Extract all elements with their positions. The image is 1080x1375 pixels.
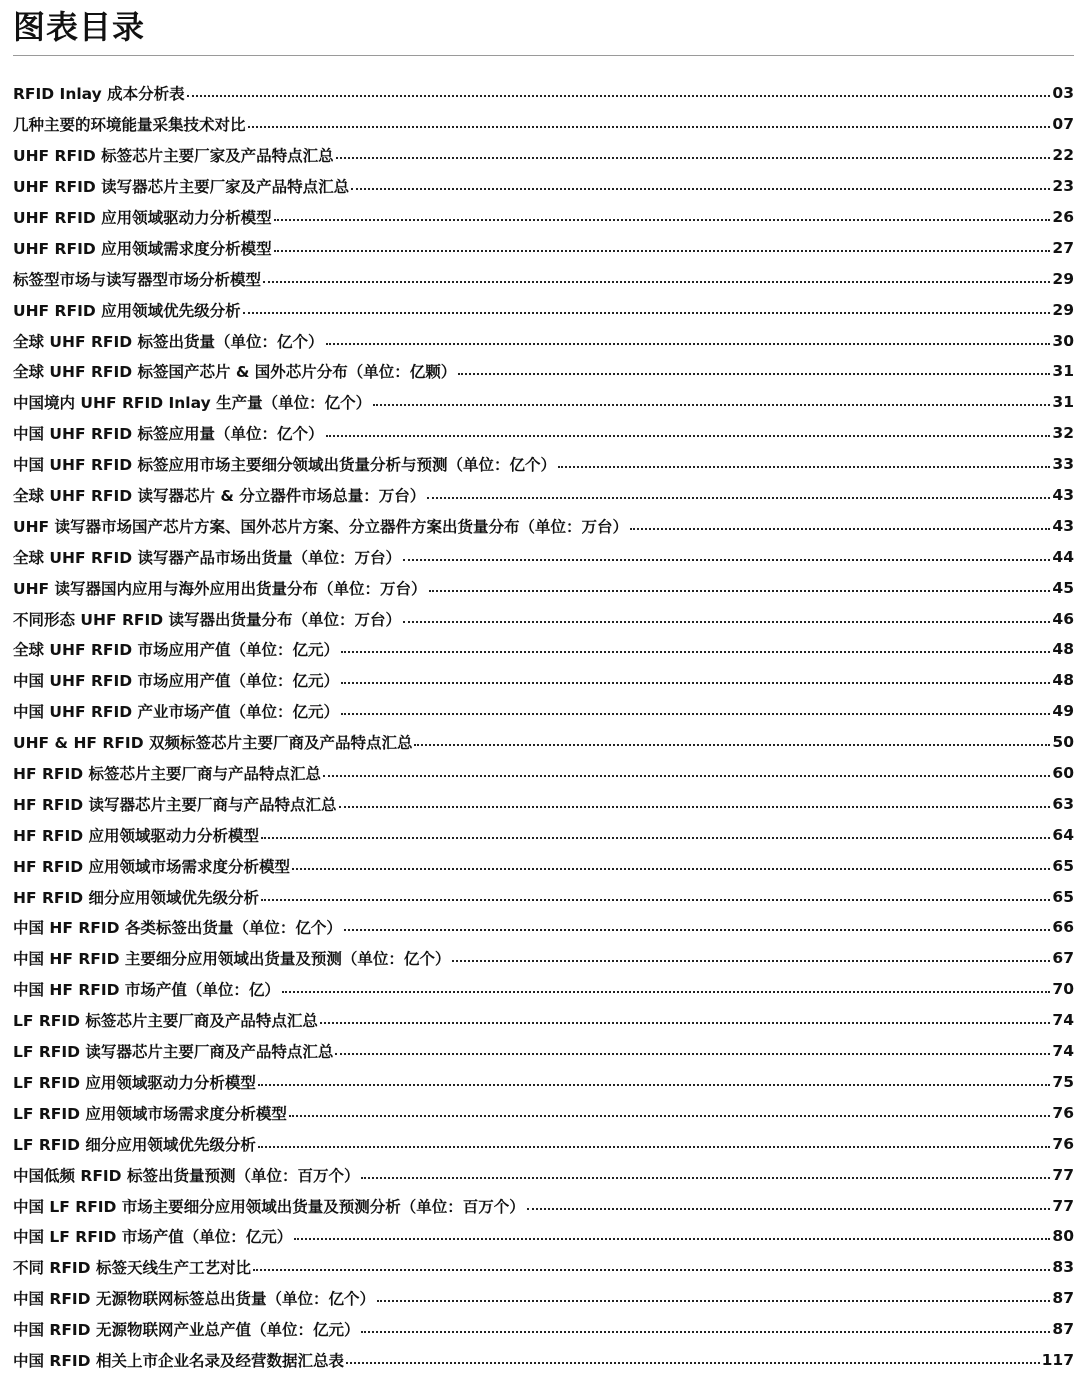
toc-entry-label: 中国 RFID 无源物联网标签总出货量（单位：亿个） <box>13 1290 375 1309</box>
toc-entry-label: UHF & HF RFID 双频标签芯片主要厂商及产品特点汇总 <box>13 734 413 753</box>
toc-entry-page-number: 48 <box>1052 640 1074 659</box>
toc-entry[interactable] <box>13 974 1074 1005</box>
toc-entry-page-number: 07 <box>1052 115 1074 134</box>
toc-entry-page-number: 29 <box>1052 269 1074 288</box>
toc-entry-label: UHF RFID 应用领域优先级分析 <box>13 301 241 320</box>
toc-entry-label: HF RFID 应用领域市场需求度分析模型 <box>13 857 291 876</box>
toc-entry[interactable] <box>13 1128 1074 1159</box>
toc-entry-page-number: 48 <box>1052 671 1074 690</box>
toc-entry-page-number: 49 <box>1052 702 1074 721</box>
toc-page <box>13 0 1074 1370</box>
dot-leader <box>452 960 1050 962</box>
toc-entry-label: 中国 LF RFID 市场主要细分应用领域出货量及预测分析（单位：百万个） <box>13 1197 525 1216</box>
dot-leader <box>263 281 1050 283</box>
toc-entry-page-number: 30 <box>1052 331 1074 350</box>
toc-entry[interactable] <box>13 1314 1074 1345</box>
dot-leader <box>258 1084 1051 1086</box>
toc-entry-label: UHF RFID 标签芯片主要厂家及产品特点汇总 <box>13 147 334 166</box>
toc-entry-page-number: 43 <box>1052 486 1074 505</box>
toc-entry-label: 标签型市场与读写器型市场分析模型 <box>13 270 262 289</box>
toc-entry-label: 中国低频 RFID 标签出货量预测（单位：百万个） <box>13 1166 360 1185</box>
dot-leader <box>527 1208 1051 1210</box>
dot-leader <box>289 1115 1051 1117</box>
toc-entry-label: 中国 HF RFID 主要细分应用领域出货量及预测（单位：亿个） <box>13 950 451 969</box>
toc-entry-page-number: 77 <box>1052 1165 1074 1184</box>
toc-entry-page-number: 44 <box>1052 547 1074 566</box>
toc-entry[interactable] <box>13 1252 1074 1283</box>
dot-leader <box>326 435 1051 437</box>
dot-leader <box>558 466 1050 468</box>
toc-entry-label: 几种主要的环境能量采集技术对比 <box>13 116 246 135</box>
dot-leader <box>373 404 1050 406</box>
toc-entry-label: UHF RFID 读写器芯片主要厂家及产品特点汇总 <box>13 178 350 197</box>
toc-entry[interactable] <box>13 202 1074 233</box>
toc-entry-label: 中国 UHF RFID 产业市场产值（单位：亿元） <box>13 703 339 722</box>
toc-entry-page-number: 87 <box>1052 1289 1074 1308</box>
toc-entry-label: 中国 HF RFID 各类标签出货量（单位：亿个） <box>13 919 342 938</box>
dot-leader <box>258 1146 1051 1148</box>
toc-entry-label: 中国 UHF RFID 市场应用产值（单位：亿元） <box>13 672 339 691</box>
toc-entry[interactable] <box>13 78 1074 109</box>
toc-entry-page-number: 70 <box>1052 980 1074 999</box>
toc-entry-page-number: 77 <box>1052 1196 1074 1215</box>
toc-entry-label: LF RFID 标签芯片主要厂商及产品特点汇总 <box>13 1012 318 1031</box>
dot-leader <box>403 559 1050 561</box>
toc-entry-page-number: 76 <box>1052 1103 1074 1122</box>
toc-entry[interactable] <box>13 665 1074 696</box>
toc-entry-label: HF RFID 标签芯片主要厂商与产品特点汇总 <box>13 765 322 784</box>
dot-leader <box>243 312 1051 314</box>
toc-entry-label: 中国 UHF RFID 标签应用量（单位：亿个） <box>13 425 324 444</box>
dot-leader <box>341 713 1050 715</box>
toc-entry-page-number: 60 <box>1052 764 1074 783</box>
toc-entry[interactable] <box>13 418 1074 449</box>
toc-entry-page-number: 32 <box>1052 424 1074 443</box>
toc-entry-page-number: 45 <box>1052 578 1074 597</box>
toc-entry[interactable] <box>13 1221 1074 1252</box>
dot-leader <box>361 1331 1050 1333</box>
toc-entry-label: 中国 RFID 无源物联网产业总产值（单位：亿元） <box>13 1321 360 1340</box>
dot-leader <box>344 929 1051 931</box>
dot-leader <box>346 1362 1040 1364</box>
toc-entry[interactable] <box>13 819 1074 850</box>
toc-entry-label: 全球 UHF RFID 市场应用产值（单位：亿元） <box>13 641 339 660</box>
dot-leader <box>341 651 1050 653</box>
toc-entry-label: HF RFID 应用领域驱动力分析模型 <box>13 826 260 845</box>
dot-leader <box>320 1022 1051 1024</box>
toc-entry-page-number: 74 <box>1052 1011 1074 1030</box>
toc-entry[interactable] <box>13 881 1074 912</box>
dot-leader <box>427 497 1050 499</box>
dot-leader <box>248 126 1051 128</box>
dot-leader <box>187 95 1051 97</box>
toc-entry-label: 全球 UHF RFID 标签出货量（单位：亿个） <box>13 332 324 351</box>
toc-entry[interactable] <box>13 943 1074 974</box>
toc-entry[interactable] <box>13 294 1074 325</box>
toc-entry[interactable] <box>13 1005 1074 1036</box>
dot-leader <box>458 373 1050 375</box>
dot-leader <box>261 837 1050 839</box>
toc-entry[interactable] <box>13 449 1074 480</box>
toc-entry[interactable] <box>13 263 1074 294</box>
toc-entry-label: UHF RFID 应用领域需求度分析模型 <box>13 239 272 258</box>
toc-entry-label: UHF 读写器市场国产芯片方案、国外芯片方案、分立器件方案出货量分布（单位：万台） <box>13 517 629 536</box>
toc-entry-label: HF RFID 读写器芯片主要厂商与产品特点汇总 <box>13 795 337 814</box>
toc-entry-page-number: 65 <box>1052 887 1074 906</box>
toc-entry-page-number: 29 <box>1052 300 1074 319</box>
toc-entry-page-number: 43 <box>1052 516 1074 535</box>
dot-leader <box>336 157 1051 159</box>
dot-leader <box>335 1053 1050 1055</box>
toc-entry[interactable] <box>13 1190 1074 1221</box>
title-divider <box>13 55 1074 56</box>
toc-entry-page-number: 33 <box>1052 455 1074 474</box>
toc-entry-page-number: 63 <box>1052 794 1074 813</box>
dot-leader <box>326 343 1051 345</box>
toc-entry[interactable] <box>13 1283 1074 1314</box>
dot-leader <box>377 1300 1050 1302</box>
toc-entry-page-number: 46 <box>1052 609 1074 628</box>
toc-entry-label: UHF RFID 应用领域驱动力分析模型 <box>13 209 272 227</box>
dot-leader <box>361 1177 1050 1179</box>
toc-entry[interactable] <box>13 480 1074 511</box>
toc-entry[interactable] <box>13 171 1074 202</box>
toc-entry-label: 全球 UHF RFID 标签国产芯片 & 国外芯片分布（单位：亿颗） <box>13 363 457 382</box>
toc-entry-label: 中国 RFID 相关上市企业名录及经营数据汇总表 <box>13 1351 344 1370</box>
toc-entry-page-number: 67 <box>1052 949 1074 968</box>
toc-entry[interactable] <box>13 140 1074 171</box>
toc-entry[interactable] <box>13 510 1074 541</box>
toc-entry[interactable] <box>13 387 1074 418</box>
dot-leader <box>294 1238 1050 1240</box>
toc-entry-label: 不同形态 UHF RFID 读写器出货量分布（单位：万台） <box>13 610 401 629</box>
dot-leader <box>403 621 1050 623</box>
toc-entry-label: RFID Inlay 成本分析表 <box>13 85 185 104</box>
figure-list <box>13 78 1074 1375</box>
toc-entry-label: 中国境内 UHF RFID Inlay 生产量（单位：亿个） <box>13 394 372 413</box>
dot-leader <box>339 806 1051 808</box>
toc-entry-page-number: 22 <box>1052 146 1074 165</box>
dot-leader <box>292 868 1050 870</box>
toc-entry[interactable] <box>13 356 1074 387</box>
toc-entry-page-number: 64 <box>1052 825 1074 844</box>
toc-entry-page-number: 65 <box>1052 856 1074 875</box>
toc-entry[interactable] <box>13 603 1074 634</box>
toc-entry[interactable] <box>13 1097 1074 1128</box>
toc-entry-page-number: 27 <box>1052 238 1074 257</box>
toc-entry[interactable] <box>13 758 1074 789</box>
toc-entry[interactable] <box>13 1067 1074 1098</box>
dot-leader <box>253 1269 1050 1271</box>
toc-entry-page-number: 76 <box>1052 1134 1074 1153</box>
dot-leader <box>429 590 1051 592</box>
toc-entry-label: 全球 UHF RFID 读写器产品市场出货量（单位：万台） <box>13 548 401 567</box>
toc-entry[interactable] <box>13 541 1074 572</box>
toc-entry-label: LF RFID 细分应用领域优先级分析 <box>13 1135 256 1154</box>
toc-entry-page-number: 80 <box>1052 1227 1074 1246</box>
toc-entry-label: LF RFID 读写器芯片主要厂商及产品特点汇总 <box>13 1043 334 1062</box>
toc-entry-page-number: 75 <box>1052 1072 1074 1091</box>
toc-entry-page-number: 50 <box>1052 733 1074 752</box>
dot-leader <box>630 528 1050 530</box>
toc-entry-page-number: 31 <box>1052 362 1074 381</box>
dot-leader <box>414 744 1050 746</box>
toc-entry[interactable] <box>13 788 1074 819</box>
toc-entry-page-number: 87 <box>1052 1320 1074 1339</box>
toc-entry[interactable] <box>13 1345 1074 1375</box>
toc-entry[interactable] <box>13 696 1074 727</box>
toc-entry-page-number: 23 <box>1052 177 1074 196</box>
dot-leader <box>323 775 1050 777</box>
toc-entry[interactable] <box>13 1036 1074 1067</box>
dot-leader <box>282 991 1051 993</box>
toc-entry-page-number: 66 <box>1052 918 1074 937</box>
toc-entry-label: 中国 UHF RFID 标签应用市场主要细分领域出货量分析与预测（单位：亿个） <box>13 456 556 475</box>
toc-entry-label: 全球 UHF RFID 读写器芯片 & 分立器件市场总量：万台） <box>13 487 426 506</box>
toc-entry[interactable] <box>13 727 1074 758</box>
toc-entry-page-number: 31 <box>1052 393 1074 412</box>
dot-leader <box>341 682 1050 684</box>
toc-entry-page-number: 117 <box>1041 1350 1074 1369</box>
toc-entry-label: UHF 读写器国内应用与海外应用出货量分布（单位：万台） <box>13 579 427 598</box>
toc-entry-label: LF RFID 应用领域驱动力分析模型 <box>13 1073 256 1092</box>
dot-leader <box>351 188 1050 190</box>
toc-entry-page-number: 83 <box>1052 1258 1074 1277</box>
toc-entry[interactable] <box>13 912 1074 943</box>
toc-entry-label: 中国 LF RFID 市场产值（单位：亿元） <box>13 1228 293 1247</box>
toc-entry-page-number: 03 <box>1052 84 1074 103</box>
page-title: 图表目录 <box>13 8 146 46</box>
toc-entry-label: HF RFID 细分应用领域优先级分析 <box>13 888 260 907</box>
dot-leader <box>274 250 1051 252</box>
toc-entry[interactable] <box>13 109 1074 140</box>
toc-entry[interactable] <box>13 1159 1074 1190</box>
toc-entry[interactable] <box>13 325 1074 356</box>
dot-leader <box>274 219 1051 221</box>
toc-entry-label: 不同 RFID 标签天线生产工艺对比 <box>13 1259 251 1278</box>
toc-entry[interactable] <box>13 572 1074 603</box>
dot-leader <box>261 899 1050 901</box>
toc-entry-page-number: 74 <box>1052 1042 1074 1061</box>
toc-entry[interactable] <box>13 232 1074 263</box>
toc-entry-label: LF RFID 应用领域市场需求度分析模型 <box>13 1104 287 1123</box>
toc-entry-page-number: 26 <box>1052 208 1074 226</box>
toc-entry[interactable] <box>13 850 1074 881</box>
toc-entry[interactable] <box>13 634 1074 665</box>
toc-entry-label: 中国 HF RFID 市场产值（单位：亿） <box>13 981 280 1000</box>
